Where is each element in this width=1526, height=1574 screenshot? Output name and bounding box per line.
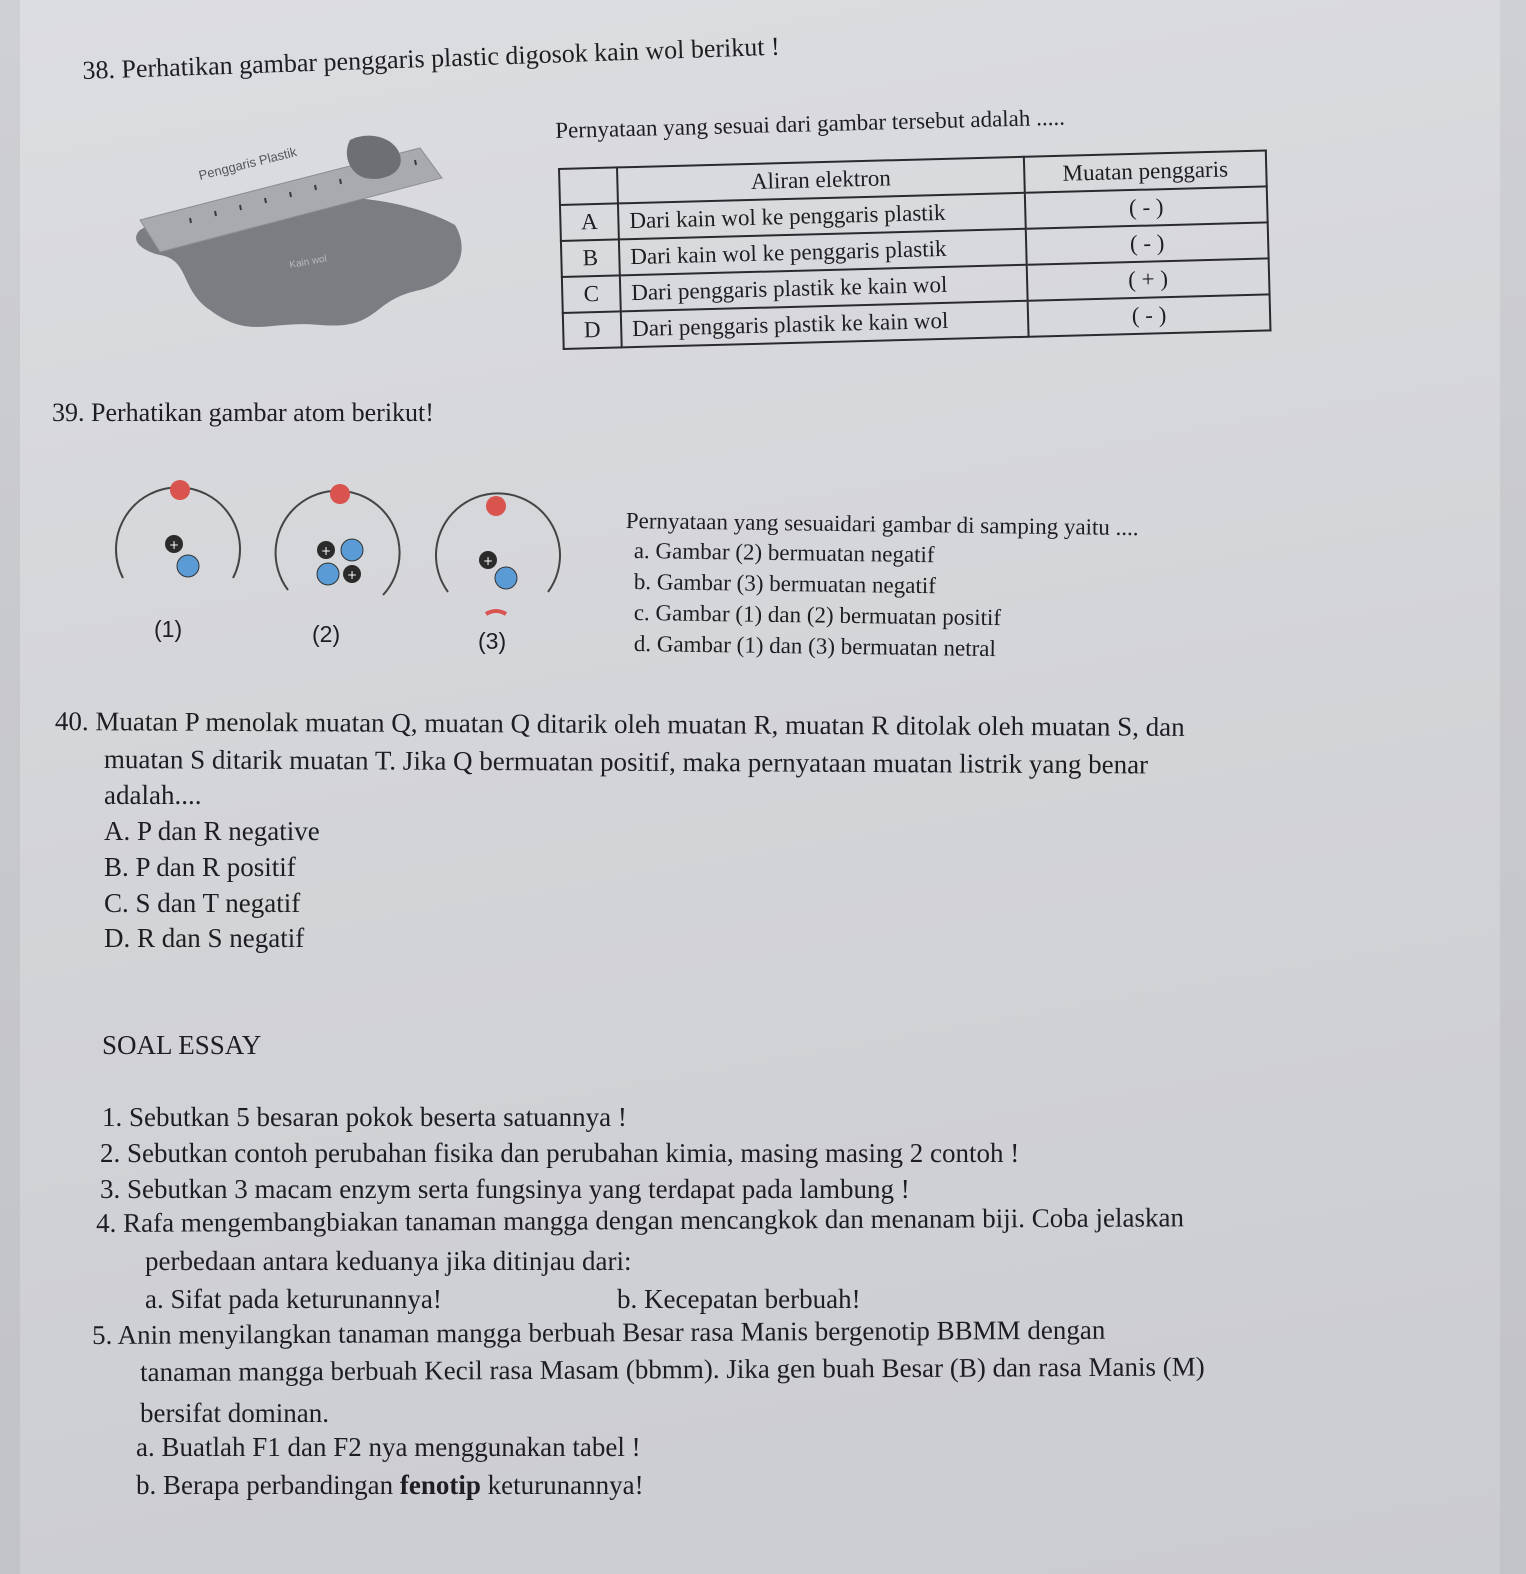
option-charge: ( - )	[1028, 294, 1271, 336]
table-header-key	[559, 167, 618, 205]
neutron-dot	[341, 539, 363, 561]
essay-item-4-cont: perbedaan antara keduanya jika ditinjau dari:	[145, 1246, 632, 1276]
essay-item-3: 3. Sebutkan 3 macam enzym serta fungsinya yang terdapat pada lambung !	[100, 1174, 910, 1204]
q39-option-b[interactable]: b. Gambar (3) bermuatan negatif	[633, 569, 937, 599]
atom-2-label: (2)	[312, 621, 341, 647]
atom-1-figure	[108, 478, 248, 608]
option-flow: Dari penggaris plastik ke kain wol	[621, 301, 1029, 348]
essay-title: SOAL ESSAY	[102, 1030, 262, 1060]
plus-sign: +	[483, 554, 494, 568]
essay-item-5-b	[136, 1470, 644, 1501]
option-flow: Dari kain wol ke penggaris plastik	[619, 229, 1027, 276]
essay-item-4-a: a. Sifat pada keturunannya!	[145, 1284, 442, 1314]
option-charge: ( - )	[1026, 222, 1269, 264]
q40-line-1	[55, 706, 1185, 743]
neutron-dot	[177, 555, 199, 577]
neutron-dot	[495, 567, 517, 589]
q39-prompt: Pernyataan yang sesuaidari gambar di samping yaitu ....	[625, 508, 1139, 541]
essay-item-5-b-post: keturunannya!	[480, 1470, 644, 1500]
ruler-label: Penggaris Plastik	[197, 144, 299, 183]
q40-line-2: muatan S ditarik muatan T. Jika Q bermuatan positif, maka pernyataan muatan listrik yang benar	[103, 744, 1149, 780]
plus-sign: +	[321, 544, 332, 558]
atom-3-figure	[428, 492, 568, 622]
essay-item-5-a: a. Buatlah F1 dan F2 nya menggunakan tabel !	[136, 1432, 641, 1462]
q38-answer-table	[558, 149, 1272, 349]
essay-item-5-b-pre: b. Berapa perbandingan	[136, 1470, 400, 1500]
atom-3-label: (3)	[478, 628, 507, 654]
q39-option-c[interactable]: c. Gambar (1) dan (2) bermuatan positif	[633, 600, 1002, 631]
option-flow: Dari penggaris plastik ke kain wol	[620, 265, 1028, 312]
essay-item-2: 2. Sebutkan contoh perubahan fisika dan perubahan kimia, masing masing 2 contoh !	[100, 1138, 1020, 1168]
option-key: B	[561, 239, 620, 277]
table-header-charge: Muatan penggaris	[1024, 150, 1267, 192]
essay-item-5-b-bold: fenotip	[399, 1470, 481, 1500]
q40-line-3: adalah....	[104, 780, 202, 810]
electron-dot	[486, 496, 506, 516]
ruler-cloth-figure	[120, 110, 470, 340]
option-charge: ( + )	[1027, 258, 1270, 300]
q40-option-d[interactable]: D. R dan S negatif	[104, 923, 305, 953]
option-flow: Dari kain wol ke penggaris plastik	[618, 193, 1026, 240]
essay-item-5: 5. Anin menyilangkan tanaman mangga berbuah Besar rasa Manis bergenotip BBMM dengan	[92, 1314, 1106, 1350]
atom-2-figure	[268, 480, 408, 610]
table-header-flow: Aliran elektron	[617, 157, 1025, 204]
plus-sign: +	[169, 538, 180, 552]
q38-number: 38.	[82, 54, 116, 85]
q39-option-d[interactable]: d. Gambar (1) dan (3) bermuatan netral	[633, 631, 997, 662]
q39-text: Perhatikan gambar atom berikut!	[91, 398, 434, 427]
q39-option-a[interactable]: a. Gambar (2) bermuatan negatif	[633, 538, 935, 568]
essay-item-4: 4. Rafa mengembangbiakan tanaman mangga dengan mencangkok dan menanam biji. Coba jelaskan	[96, 1202, 1185, 1238]
q40-text-1: Muatan P menolak muatan Q, muatan Q ditarik oleh muatan R, muatan R ditolak oleh muatan S, dan	[95, 706, 1185, 742]
electron-dot	[330, 484, 350, 504]
q40-option-a[interactable]: A. P dan R negative	[104, 816, 320, 846]
q40-option-c[interactable]: C. S dan T negatif	[104, 888, 301, 918]
atom-1-label: (1)	[154, 616, 183, 642]
option-key: D	[563, 311, 622, 349]
option-key: A	[560, 203, 619, 241]
electron-partial	[486, 611, 506, 614]
option-charge: ( - )	[1025, 186, 1268, 228]
essay-item-1: 1. Sebutkan 5 besaran pokok beserta satuannya !	[102, 1102, 627, 1132]
q40-option-b[interactable]: B. P dan R positif	[104, 852, 296, 882]
option-key: C	[562, 275, 621, 313]
essay-item-5-line-2: tanaman mangga berbuah Kecil rasa Masam (bbmm). Jika gen buah Besar (B) dan rasa Manis (M)	[140, 1351, 1205, 1387]
q38-prompt: Pernyataan yang sesuai dari gambar tersebut adalah .....	[555, 104, 1066, 143]
electron-dot	[170, 480, 190, 500]
cloth-label: Kain wol	[288, 253, 328, 271]
q39-number: 39.	[52, 398, 85, 427]
plus-sign: +	[347, 568, 358, 582]
q40-number: 40.	[54, 706, 89, 737]
essay-item-4-b: b. Kecepatan berbuah!	[617, 1284, 861, 1314]
neutron-dot	[317, 563, 339, 585]
essay-item-5-line-3: bersifat dominan.	[140, 1398, 329, 1428]
q39-heading	[52, 398, 434, 428]
q38-text: Perhatikan gambar penggaris plastic digosok kain wol berikut !	[120, 31, 781, 84]
